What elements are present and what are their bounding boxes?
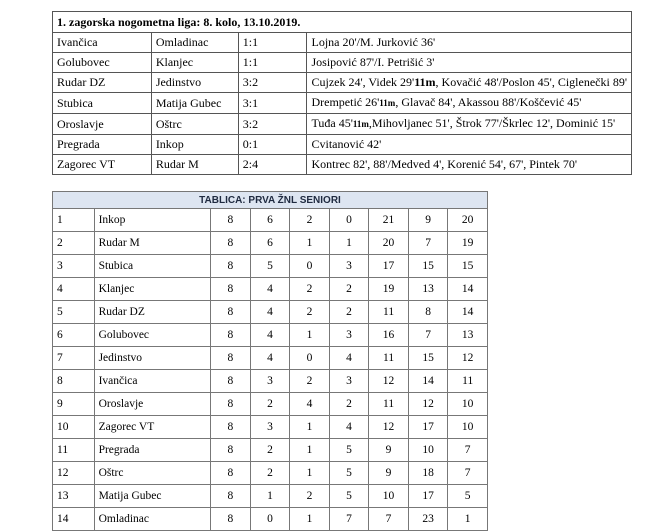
- goals-against: 13: [408, 278, 448, 301]
- rank: 1: [53, 209, 95, 232]
- goals-against: 15: [408, 255, 448, 278]
- scorers-segment: 11m: [414, 75, 436, 89]
- rank: 10: [53, 416, 95, 439]
- goals-against: 7: [408, 324, 448, 347]
- match-row: [53, 135, 632, 155]
- points: 12: [448, 347, 488, 370]
- home-team: Ivančica: [53, 33, 152, 53]
- away-team: Klanjec: [151, 53, 238, 73]
- wins: 2: [250, 439, 290, 462]
- team-name: Zagorec VT: [94, 416, 211, 439]
- rank: 14: [53, 508, 95, 531]
- goals-against: 14: [408, 370, 448, 393]
- away-team: Jedinstvo: [151, 73, 238, 93]
- goals-for: 9: [369, 462, 409, 485]
- played: 8: [211, 324, 251, 347]
- points: 5: [448, 485, 488, 508]
- standings-row: [53, 393, 488, 416]
- results-table: [52, 11, 632, 175]
- standings-row: [53, 232, 488, 255]
- team-name: Rudar M: [94, 232, 211, 255]
- scorers-segment: Lojna 20'/M. Jurković 36': [311, 35, 436, 49]
- goals-for: 19: [369, 278, 409, 301]
- goals-against: 18: [408, 462, 448, 485]
- scorers-segment: ,Mihovljanec 51', Štrok 77'/Škrlec 12', Dominić 15': [368, 116, 616, 130]
- team-name: Inkop: [94, 209, 211, 232]
- draws: 2: [290, 370, 330, 393]
- scorers-segment: Kontrec 82', 88'/Medved 4', Korenić 54', 67', Pintek 70': [311, 157, 578, 171]
- goals-against: 12: [408, 393, 448, 416]
- losses: 1: [329, 232, 369, 255]
- played: 8: [211, 370, 251, 393]
- draws: 2: [290, 301, 330, 324]
- standings-row: [53, 278, 488, 301]
- goals-for: 17: [369, 255, 409, 278]
- losses: 3: [329, 324, 369, 347]
- goals-for: 16: [369, 324, 409, 347]
- draws: 4: [290, 393, 330, 416]
- points: 15: [448, 255, 488, 278]
- rank: 8: [53, 370, 95, 393]
- match-score: 3:1: [238, 93, 307, 114]
- home-team: Zagorec VT: [53, 155, 152, 175]
- played: 8: [211, 347, 251, 370]
- away-team: Omladinac: [151, 33, 238, 53]
- standings-row: [53, 209, 488, 232]
- match-row: [53, 155, 632, 175]
- goals-for: 12: [369, 416, 409, 439]
- goals-for: 12: [369, 370, 409, 393]
- match-score: 1:1: [238, 53, 307, 73]
- match-row: [53, 114, 632, 135]
- rank: 3: [53, 255, 95, 278]
- match-score: 0:1: [238, 135, 307, 155]
- match-row: [53, 33, 632, 53]
- wins: 4: [250, 347, 290, 370]
- played: 8: [211, 439, 251, 462]
- match-score: 2:4: [238, 155, 307, 175]
- draws: 1: [290, 416, 330, 439]
- goals-for: 11: [369, 347, 409, 370]
- played: 8: [211, 278, 251, 301]
- rank: 5: [53, 301, 95, 324]
- played: 8: [211, 416, 251, 439]
- draws: 0: [290, 347, 330, 370]
- away-team: Matija Gubec: [151, 93, 238, 114]
- scorers-segment: Josipović 87'/I. Petrišić 3': [311, 55, 435, 69]
- goals-against: 10: [408, 439, 448, 462]
- match-row: [53, 93, 632, 114]
- draws: 1: [290, 232, 330, 255]
- draws: 1: [290, 462, 330, 485]
- standings-row: [53, 508, 488, 531]
- wins: 2: [250, 462, 290, 485]
- rank: 6: [53, 324, 95, 347]
- losses: 3: [329, 255, 369, 278]
- team-name: Klanjec: [94, 278, 211, 301]
- team-name: Oštrc: [94, 462, 211, 485]
- losses: 2: [329, 301, 369, 324]
- standings-title: TABLICA: PRVA ŽNL SENIORI: [53, 192, 488, 209]
- wins: 4: [250, 324, 290, 347]
- away-team: Inkop: [151, 135, 238, 155]
- points: 14: [448, 301, 488, 324]
- points: 1: [448, 508, 488, 531]
- goals-against: 8: [408, 301, 448, 324]
- team-name: Jedinstvo: [94, 347, 211, 370]
- losses: 7: [329, 508, 369, 531]
- wins: 4: [250, 278, 290, 301]
- played: 8: [211, 301, 251, 324]
- rank: 4: [53, 278, 95, 301]
- goals-against: 15: [408, 347, 448, 370]
- goals-for: 21: [369, 209, 409, 232]
- home-team: Oroslavje: [53, 114, 152, 135]
- goals-for: 11: [369, 301, 409, 324]
- rank: 9: [53, 393, 95, 416]
- match-scorers: [307, 73, 632, 93]
- standings-row: [53, 301, 488, 324]
- team-name: Omladinac: [94, 508, 211, 531]
- played: 8: [211, 393, 251, 416]
- losses: 4: [329, 416, 369, 439]
- goals-against: 23: [408, 508, 448, 531]
- losses: 4: [329, 347, 369, 370]
- standings-header-row: [53, 192, 488, 209]
- standings-row: [53, 439, 488, 462]
- goals-for: 9: [369, 439, 409, 462]
- draws: 2: [290, 278, 330, 301]
- team-name: Oroslavje: [94, 393, 211, 416]
- match-scorers: [307, 114, 632, 135]
- home-team: Pregrada: [53, 135, 152, 155]
- standings-row: [53, 416, 488, 439]
- team-name: Stubica: [94, 255, 211, 278]
- standings-row: [53, 255, 488, 278]
- draws: 1: [290, 508, 330, 531]
- home-team: Rudar DZ: [53, 73, 152, 93]
- team-name: Rudar DZ: [94, 301, 211, 324]
- played: 8: [211, 508, 251, 531]
- home-team: Stubica: [53, 93, 152, 114]
- rank: 11: [53, 439, 95, 462]
- points: 20: [448, 209, 488, 232]
- goals-for: 7: [369, 508, 409, 531]
- results-header: 1. zagorska nogometna liga: 8. kolo, 13.10.2019.: [53, 12, 632, 33]
- played: 8: [211, 485, 251, 508]
- points: 7: [448, 439, 488, 462]
- match-scorers: [307, 93, 632, 114]
- scorers-segment: Drempetić 26': [311, 95, 380, 109]
- wins: 6: [250, 209, 290, 232]
- match-scorers: [307, 53, 632, 73]
- match-row: [53, 53, 632, 73]
- rank: 7: [53, 347, 95, 370]
- goals-for: 10: [369, 485, 409, 508]
- points: 19: [448, 232, 488, 255]
- match-scorers: [307, 155, 632, 175]
- wins: 2: [250, 393, 290, 416]
- match-score: 1:1: [238, 33, 307, 53]
- standings-row: [53, 370, 488, 393]
- scorers-segment: 11m: [379, 98, 396, 108]
- team-name: Matija Gubec: [94, 485, 211, 508]
- wins: 3: [250, 416, 290, 439]
- wins: 6: [250, 232, 290, 255]
- draws: 1: [290, 324, 330, 347]
- match-score: 3:2: [238, 73, 307, 93]
- scorers-segment: Cujzek 24', Videk 29': [311, 75, 415, 89]
- losses: 5: [329, 462, 369, 485]
- team-name: Ivančica: [94, 370, 211, 393]
- draws: 1: [290, 439, 330, 462]
- points: 7: [448, 462, 488, 485]
- team-name: Golubovec: [94, 324, 211, 347]
- home-team: Golubovec: [53, 53, 152, 73]
- wins: 1: [250, 485, 290, 508]
- away-team: Oštrc: [151, 114, 238, 135]
- away-team: Rudar M: [151, 155, 238, 175]
- match-score: 3:2: [238, 114, 307, 135]
- played: 8: [211, 209, 251, 232]
- team-name: Pregrada: [94, 439, 211, 462]
- losses: 5: [329, 439, 369, 462]
- goals-against: 7: [408, 232, 448, 255]
- match-scorers: [307, 33, 632, 53]
- losses: 2: [329, 278, 369, 301]
- draws: 2: [290, 209, 330, 232]
- match-row: [53, 73, 632, 93]
- played: 8: [211, 255, 251, 278]
- scorers-segment: 11m: [352, 119, 369, 129]
- goals-against: 17: [408, 485, 448, 508]
- standings-row: [53, 485, 488, 508]
- standings-row: [53, 347, 488, 370]
- goals-for: 11: [369, 393, 409, 416]
- scorers-segment: , Kovačić 48'/Poslon 45', Ciglenečki 89': [435, 75, 627, 89]
- points: 10: [448, 416, 488, 439]
- match-scorers: [307, 135, 632, 155]
- losses: 5: [329, 485, 369, 508]
- goals-for: 20: [369, 232, 409, 255]
- rank: 12: [53, 462, 95, 485]
- wins: 0: [250, 508, 290, 531]
- wins: 5: [250, 255, 290, 278]
- standings-table: [52, 191, 488, 531]
- goals-against: 17: [408, 416, 448, 439]
- played: 8: [211, 232, 251, 255]
- scorers-segment: Cvitanović 42': [311, 137, 382, 151]
- points: 13: [448, 324, 488, 347]
- goals-against: 9: [408, 209, 448, 232]
- draws: 2: [290, 485, 330, 508]
- points: 11: [448, 370, 488, 393]
- draws: 0: [290, 255, 330, 278]
- wins: 3: [250, 370, 290, 393]
- scorers-segment: Tuđa 45': [311, 116, 353, 130]
- standings-row: [53, 462, 488, 485]
- played: 8: [211, 462, 251, 485]
- losses: 0: [329, 209, 369, 232]
- standings-row: [53, 324, 488, 347]
- points: 14: [448, 278, 488, 301]
- rank: 13: [53, 485, 95, 508]
- rank: 2: [53, 232, 95, 255]
- losses: 3: [329, 370, 369, 393]
- losses: 2: [329, 393, 369, 416]
- scorers-segment: , Glavač 84', Akassou 88'/Koščević 45': [395, 95, 582, 109]
- results-header-row: [53, 12, 632, 33]
- wins: 4: [250, 301, 290, 324]
- points: 10: [448, 393, 488, 416]
